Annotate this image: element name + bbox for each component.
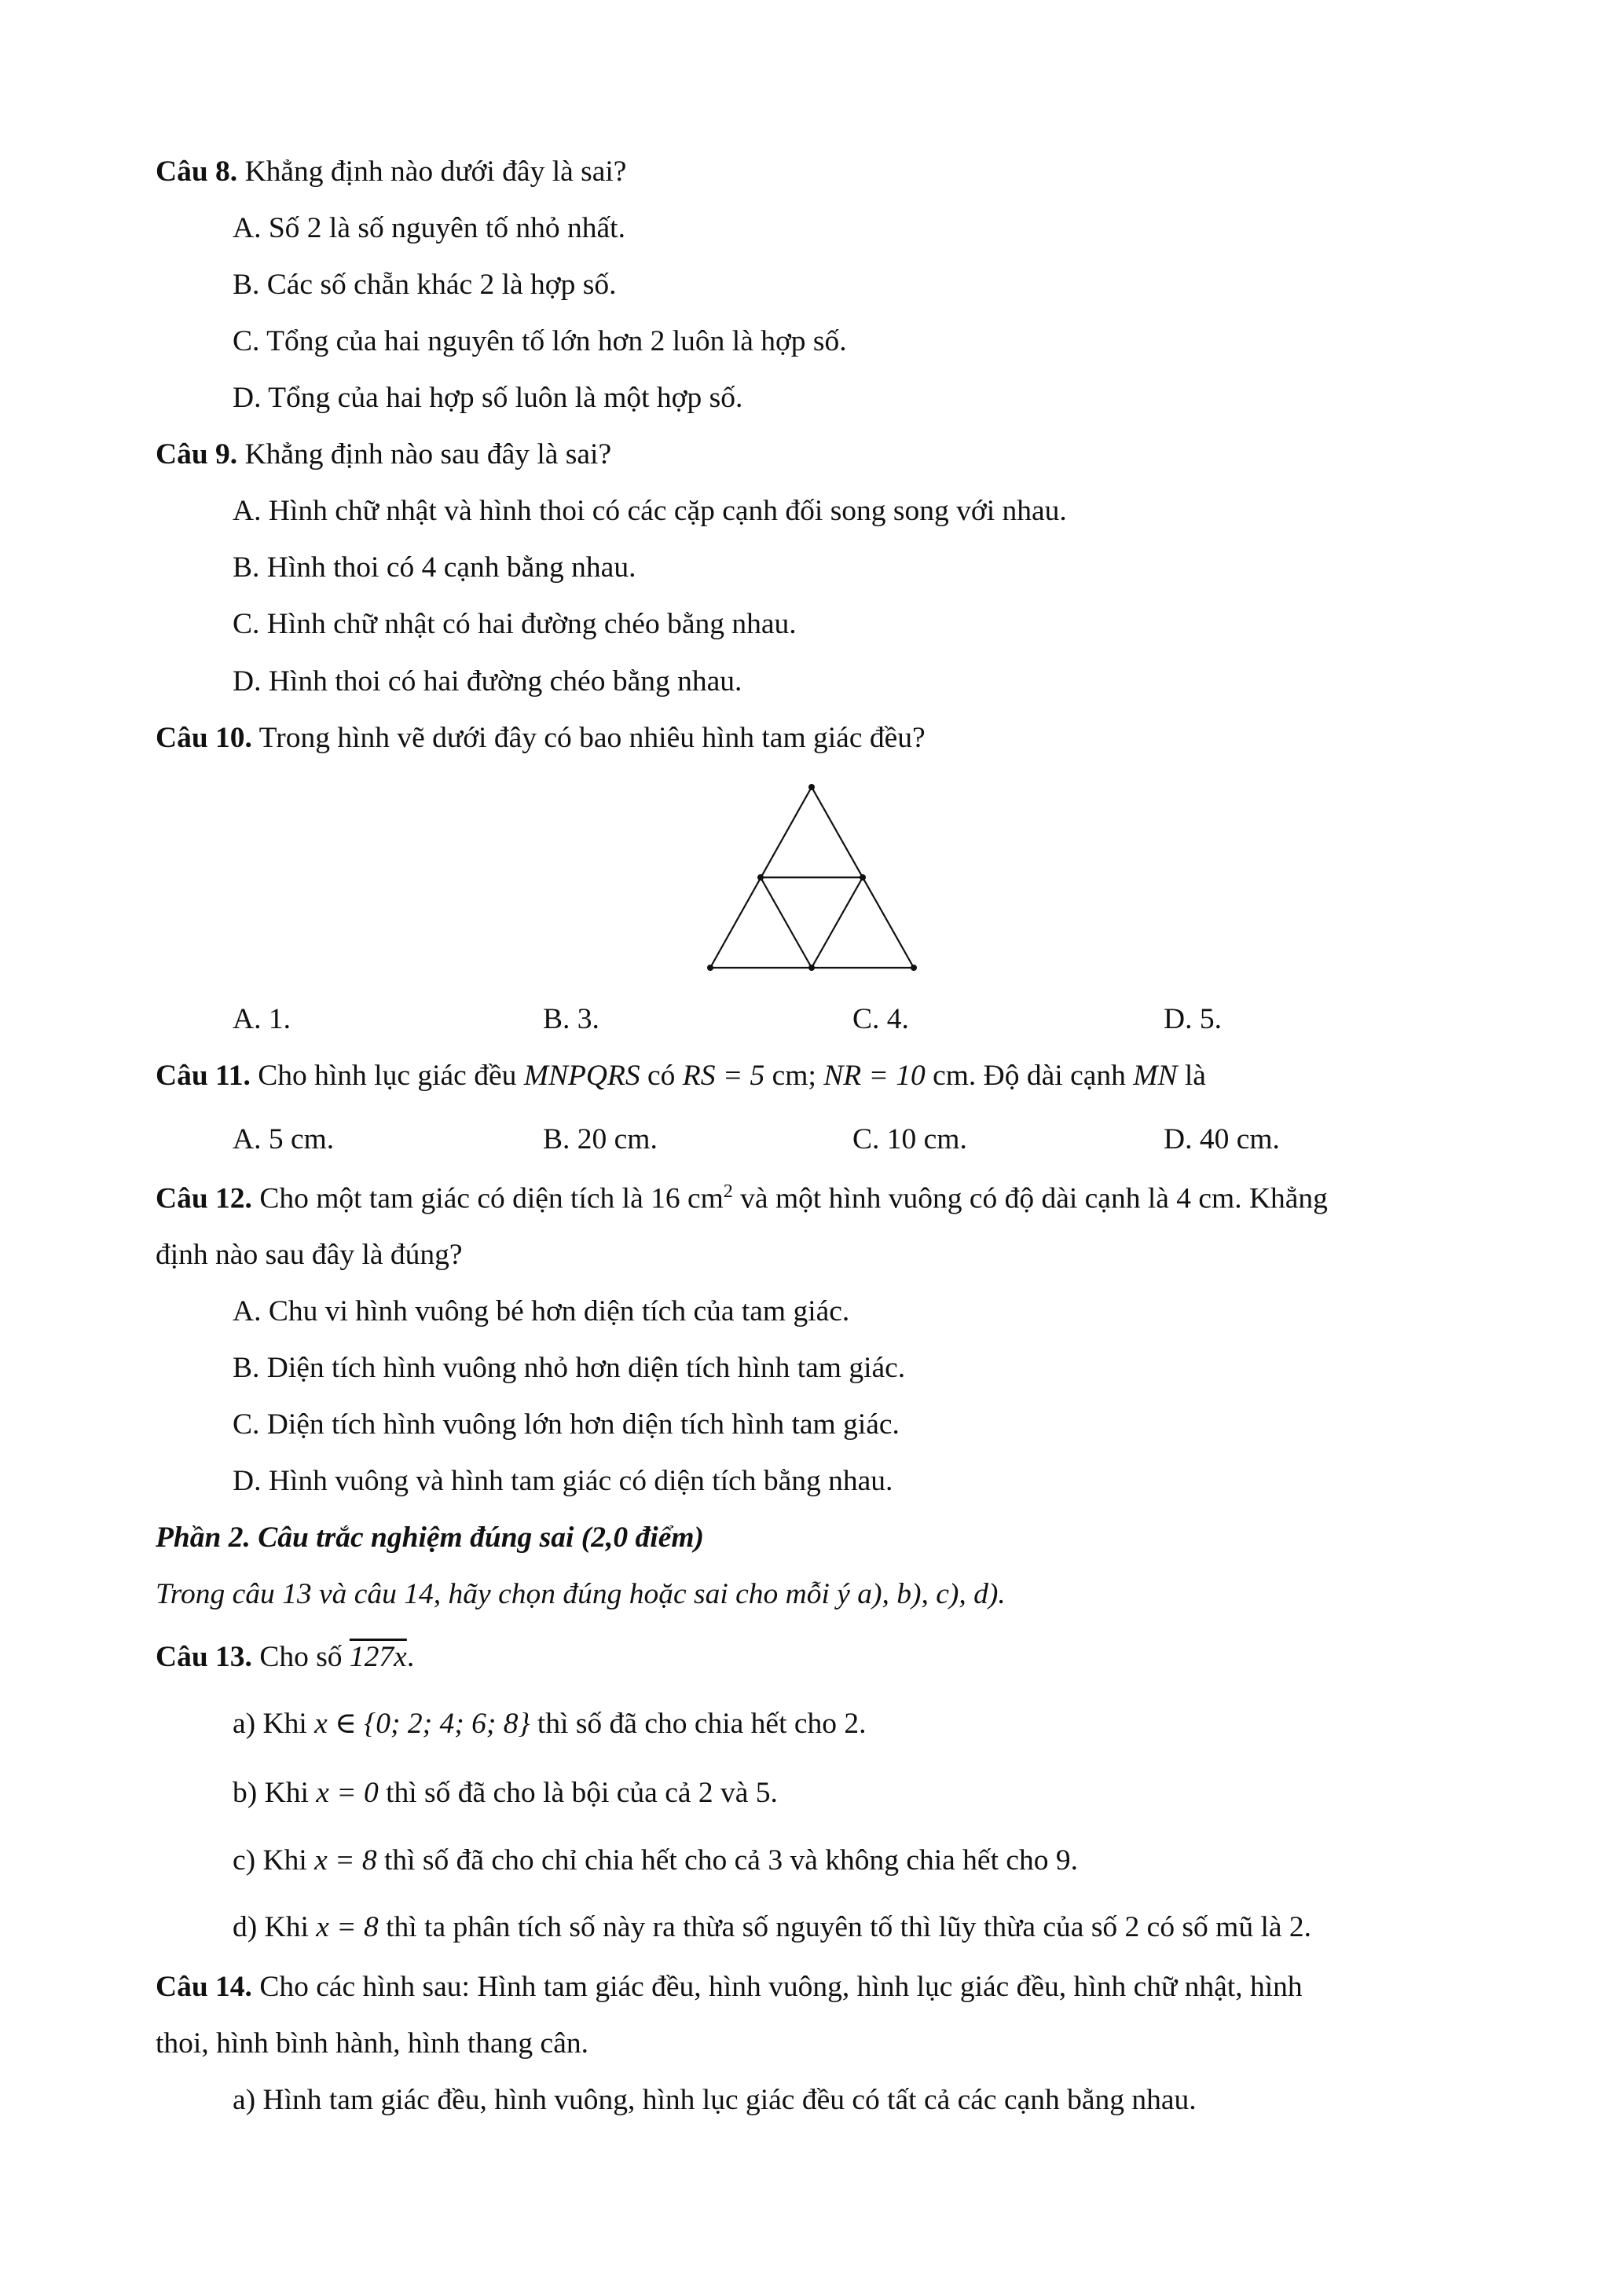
vertex-dot (757, 874, 764, 881)
statement-d[interactable] (233, 1910, 1311, 1945)
question-text: cm. Độ dài cạnh (933, 1060, 1126, 1092)
question-label: Câu 10. (156, 722, 252, 754)
question-label: Câu 9. (156, 438, 238, 471)
option-b[interactable]: B. Diện tích hình vuông nhỏ hơn diện tích hình tam giác. (233, 1352, 906, 1384)
statement-text: thì số đã cho là bội của cả 2 và 5. (386, 1777, 778, 1809)
option-b[interactable]: B. Các số chẵn khác 2 là hợp số. (233, 269, 617, 301)
question-10 (156, 720, 926, 756)
math-nr: NR = 10 (823, 1060, 926, 1092)
math-mn: MN (1133, 1060, 1178, 1092)
punctuation: . (406, 1641, 415, 1673)
question-text: Cho hình lục giác đều (258, 1060, 517, 1092)
question-text: cm; (772, 1060, 816, 1092)
statement-math: x ∈ {0; 2; 4; 6; 8} (314, 1708, 530, 1740)
option-d[interactable]: D. Tổng của hai hợp số luôn là một hợp số. (233, 382, 743, 414)
question-text: Cho số (259, 1641, 343, 1673)
triangle-figure (698, 776, 933, 980)
option-c[interactable]: C. Tổng của hai nguyên tố lớn hơn 2 luôn là hợp số. (233, 325, 847, 357)
question-label: Câu 14. (156, 1971, 252, 2003)
question-text: và một hình vuông có độ dài cạnh là 4 cm. Khẳng (740, 1182, 1328, 1215)
question-label: Câu 11. (156, 1060, 251, 1092)
option-c[interactable]: C. 10 cm. (852, 1123, 967, 1155)
question-text: Khẳng định nào dưới đây là sai? (244, 156, 627, 188)
statement-a[interactable] (233, 1706, 867, 1741)
option-a[interactable]: A. Hình chữ nhật và hình thoi có các cặp cạnh đối song song với nhau. (233, 495, 1067, 527)
option-d[interactable]: D. Hình thoi có hai đường chéo bằng nhau. (233, 665, 742, 698)
option-a[interactable]: A. Số 2 là số nguyên tố nhỏ nhất. (233, 212, 625, 244)
option-b[interactable]: B. Hình thoi có 4 cạnh bằng nhau. (233, 551, 636, 584)
option-d[interactable]: D. Hình vuông và hình tam giác có diện tích bằng nhau. (233, 1465, 893, 1497)
option-c[interactable]: C. 4. (852, 1003, 909, 1035)
option-a[interactable]: A. 5 cm. (233, 1123, 335, 1155)
question-text: Cho một tam giác có diện tích là 16 cm (259, 1182, 724, 1215)
question-text: là (1184, 1060, 1206, 1092)
question-label: Câu 12. (156, 1182, 252, 1215)
statement-prefix: d) Khi (233, 1911, 309, 1943)
statement-prefix: a) Khi (233, 1708, 307, 1740)
question-9 (156, 437, 611, 472)
statement-text: thì ta phân tích số này ra thừa số nguyên tố thì lũy thừa của số 2 có số mũ là 2. (386, 1911, 1312, 1943)
option-c[interactable]: C. Hình chữ nhật có hai đường chéo bằng nhau. (233, 608, 797, 640)
question-label: Câu 13. (156, 1641, 252, 1673)
option-a[interactable]: A. 1. (233, 1003, 291, 1035)
math-rs: RS = 5 (682, 1060, 765, 1092)
statement-math: x = 8 (316, 1911, 379, 1943)
question-label: Câu 8. (156, 156, 238, 188)
section-title: Phần 2. Câu trắc nghiệm đúng sai (2,0 điểm) (156, 1522, 705, 1554)
question-11 (156, 1058, 1206, 1093)
question-text: Cho các hình sau: Hình tam giác đều, hình vuông, hình lục giác đều, hình chữ nhật, hình (259, 1971, 1303, 2003)
statement-prefix: c) Khi (233, 1844, 307, 1877)
statement-math: x = 0 (316, 1777, 379, 1809)
statement-a[interactable]: a) Hình tam giác đều, hình vuông, hình lục giác đều có tất cả các cạnh bằng nhau. (233, 2084, 1197, 2116)
option-c[interactable]: C. Diện tích hình vuông lớn hơn diện tích hình tam giác. (233, 1408, 900, 1441)
vertex-dot (707, 965, 713, 971)
option-d[interactable]: D. 40 cm. (1164, 1123, 1280, 1155)
statement-c[interactable] (233, 1843, 1078, 1878)
statement-math: x = 8 (314, 1844, 377, 1877)
vertex-dot (808, 965, 815, 971)
question-13 (156, 1639, 414, 1675)
question-14 (156, 1969, 1303, 2005)
question-text: Khẳng định nào sau đây là sai? (244, 438, 612, 471)
option-a[interactable]: A. Chu vi hình vuông bé hơn diện tích của tam giác. (233, 1295, 850, 1327)
question-12 (156, 1181, 1328, 1217)
vertex-dot (911, 965, 917, 971)
question-text: Trong hình vẽ dưới đây có bao nhiêu hình tam giác đều? (258, 722, 926, 754)
question-text-continued: thoi, hình bình hành, hình thang cân. (156, 2027, 588, 2060)
question-8 (156, 154, 626, 189)
statement-b[interactable] (233, 1775, 778, 1811)
option-b[interactable]: B. 20 cm. (543, 1123, 658, 1155)
question-text: có (647, 1060, 676, 1092)
option-d[interactable]: D. 5. (1164, 1003, 1222, 1035)
question-text-continued: định nào sau đây là đúng? (156, 1239, 463, 1271)
math-hexagon-name: MNPQRS (523, 1060, 640, 1092)
statement-text: thì số đã cho chỉ chia hết cho cả 3 và không chia hết cho 9. (383, 1844, 1079, 1877)
statement-text: thì số đã cho chia hết cho 2. (537, 1708, 867, 1740)
section-instruction: Trong câu 13 và câu 14, hãy chọn đúng hoặc sai cho mỗi ý a), b), c), d). (156, 1578, 1006, 1610)
option-b[interactable]: B. 3. (543, 1003, 599, 1035)
overlined-number: 127x (349, 1641, 407, 1673)
superscript: 2 (723, 1181, 733, 1202)
statement-prefix: b) Khi (233, 1777, 309, 1809)
vertex-dot (860, 874, 866, 881)
vertex-dot (808, 784, 815, 790)
inner-triangle (761, 877, 863, 968)
